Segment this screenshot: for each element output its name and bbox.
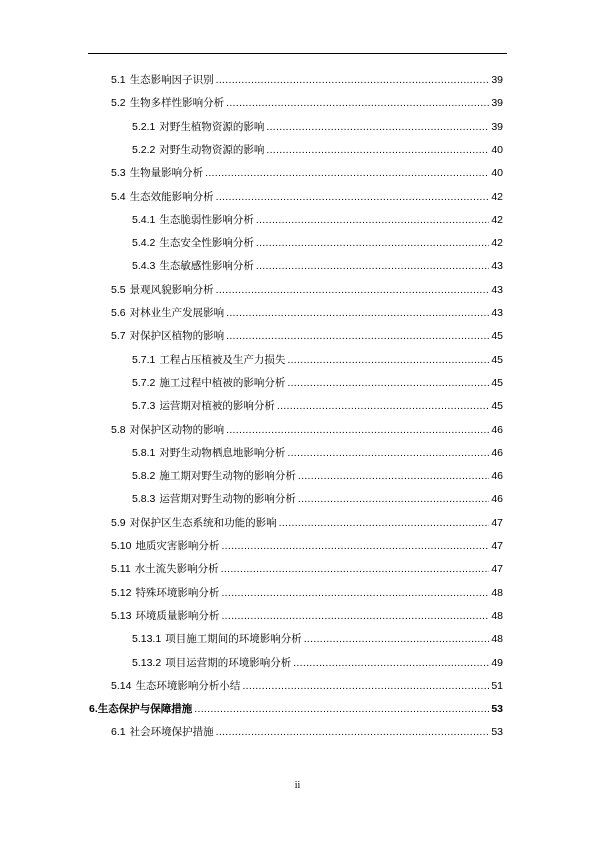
toc-entry-number: 5.7.2: [132, 376, 156, 389]
toc-leader-dots: [266, 119, 489, 135]
toc-entry-page: 46: [491, 470, 503, 483]
toc-entry-title: 工程占压植被及生产力损失: [159, 353, 286, 366]
toc-entry-page: 42: [491, 190, 503, 203]
toc-entry[interactable]: [111, 72, 503, 88]
toc-entry-title: 施工过程中植被的影响分析: [159, 376, 286, 389]
toc-entry-number: 5.10: [111, 540, 132, 552]
toc-entry-number: 5.2.2: [132, 143, 156, 156]
toc-entry-number: 5.13.2: [132, 656, 162, 669]
toc-entry[interactable]: [111, 538, 503, 554]
toc-entry-title: 施工期对野生动物的影响分析: [159, 470, 296, 483]
toc-entry-number: 5.9: [111, 516, 126, 529]
toc-entry-page: 53: [491, 703, 503, 716]
toc-entry-title: 生态环境影响分析小结: [135, 679, 241, 692]
toc-entry-title: 生态安全性影响分析: [159, 237, 254, 250]
toc-entry-page: 40: [491, 167, 503, 180]
toc-entry[interactable]: [132, 258, 503, 274]
toc-leader-dots: [287, 352, 489, 368]
toc-entry[interactable]: [89, 701, 503, 717]
toc-entry-page: 43: [491, 283, 503, 296]
toc-entry-number: 5.4: [111, 190, 126, 203]
toc-entry-page: 42: [491, 237, 503, 250]
toc-entry-title: 生态保护与保障措施: [97, 703, 193, 716]
toc-entry-page: 51: [491, 679, 503, 692]
toc-leader-dots: [205, 165, 489, 181]
toc-entry-page: 48: [491, 633, 503, 646]
toc-leader-dots: [216, 282, 490, 298]
toc-entry-page: 47: [491, 563, 503, 576]
toc-entry-number: 5.1: [111, 74, 126, 86]
toc-entry-number: 6.1: [111, 726, 126, 739]
toc-entry-page: 43: [491, 260, 503, 273]
toc-entry-title: 地质灾害影响分析: [135, 540, 220, 552]
toc-entry-page: 40: [491, 143, 503, 156]
toc-entry-page: 39: [491, 74, 503, 86]
toc-leader-dots: [226, 328, 489, 344]
toc-entry[interactable]: [132, 235, 503, 251]
toc-entry-number: 5.2.1: [132, 120, 156, 133]
toc-entry-title: 对保护区植物的影响: [129, 330, 225, 343]
toc-leader-dots: [256, 235, 489, 251]
toc-leader-dots: [298, 468, 489, 484]
toc-entry-title: 对林业生产发展影响: [129, 307, 225, 319]
toc-entry-title: 生态敏感性影响分析: [159, 260, 254, 273]
toc-entry[interactable]: [111, 165, 503, 181]
toc-entry[interactable]: [132, 468, 503, 484]
toc-entry[interactable]: [111, 678, 503, 694]
toc-entry[interactable]: [132, 445, 503, 461]
toc-leader-dots: [266, 142, 489, 158]
toc-entry-page: 39: [491, 120, 503, 133]
toc-entry-title: 项目运营期的环境影响分析: [165, 656, 292, 669]
toc-entry-title: 生态影响因子识别: [129, 74, 214, 86]
toc-entry[interactable]: [132, 352, 503, 368]
toc-leader-dots: [279, 515, 490, 531]
toc-entry[interactable]: [132, 655, 503, 671]
toc-leader-dots: [226, 95, 489, 111]
toc-entry-title: 项目施工期间的环境影响分析: [165, 633, 302, 646]
toc-entry-title: 水土流失影响分析: [134, 563, 219, 576]
toc-entry[interactable]: [132, 398, 503, 414]
toc-entry-title: 社会环境保护措施: [129, 726, 214, 739]
toc-entry-title: 对野生动物资源的影响: [159, 143, 265, 156]
toc-entry-page: 48: [491, 586, 503, 599]
toc-entry-title: 对野生植物资源的影响: [159, 120, 265, 133]
toc-entry-title: 景观风貌影响分析: [129, 283, 214, 296]
toc-leader-dots: [242, 678, 489, 694]
toc-leader-dots: [194, 701, 489, 717]
toc-leader-dots: [226, 305, 489, 321]
toc-entry[interactable]: [111, 724, 503, 740]
toc-entry-number: 5.12: [111, 586, 132, 599]
toc-entry-page: 49: [491, 656, 503, 669]
toc-entry[interactable]: [111, 585, 503, 601]
toc-entry-number: 5.7.3: [132, 400, 156, 413]
toc-entry[interactable]: [132, 142, 503, 158]
toc-entry[interactable]: [111, 515, 503, 531]
toc-entry[interactable]: [132, 491, 503, 507]
toc-entry-title: 生物多样性影响分析: [129, 97, 225, 110]
toc-entry[interactable]: [132, 631, 503, 647]
toc-entry-number: 5.13.1: [132, 633, 162, 646]
toc-entry-number: 5.7: [111, 330, 126, 343]
toc-entry-title: 生态效能影响分析: [129, 190, 214, 203]
toc-entry-number: 5.13: [111, 609, 132, 622]
toc-entry-page: 48: [491, 609, 503, 622]
page-footer-number: ii: [294, 780, 301, 791]
toc-entry-title: 环境质量影响分析: [135, 609, 220, 622]
toc-leader-dots: [216, 72, 490, 88]
toc-entry-page: 47: [491, 516, 503, 529]
toc-entry-number: 5.14: [111, 679, 132, 692]
toc-entry-page: 39: [491, 97, 503, 110]
toc-entry-page: 45: [491, 353, 503, 366]
toc-entry-title: 对保护区生态系统和功能的影响: [129, 516, 277, 529]
toc-leader-dots: [293, 655, 489, 671]
toc-leader-dots: [256, 212, 489, 228]
toc-entry-number: 5.6: [111, 307, 126, 319]
toc-entry-title: 生态脆弱性影响分析: [159, 213, 254, 226]
toc-leader-dots: [256, 258, 489, 274]
toc-entry-number: 5.2: [111, 97, 126, 110]
toc-entry-page: 46: [491, 423, 503, 436]
toc-leader-dots: [221, 608, 489, 624]
toc-entry[interactable]: [132, 119, 503, 135]
toc-entry-page: 43: [491, 307, 503, 319]
toc-entry-number: 5.8: [111, 423, 126, 436]
toc-entry-page: 45: [491, 400, 503, 413]
toc-entry[interactable]: [111, 95, 503, 111]
toc-entry-number: 5.4.1: [132, 213, 156, 226]
toc-leader-dots: [287, 445, 489, 461]
toc-leader-dots: [221, 538, 489, 554]
toc-leader-dots: [277, 398, 489, 414]
toc-entry-number: 6.: [89, 703, 98, 716]
toc-entry[interactable]: [132, 212, 503, 228]
toc-entry-title: 对野生动物栖息地影响分析: [159, 446, 286, 459]
toc-entry-page: 53: [491, 726, 503, 739]
toc-entry-page: 45: [491, 330, 503, 343]
toc-entry-title: 生物量影响分析: [129, 167, 204, 180]
toc-entry-number: 5.8.1: [132, 446, 156, 459]
toc-leader-dots: [221, 561, 490, 577]
header-rule: [88, 53, 507, 54]
toc-leader-dots: [216, 189, 490, 205]
toc-entry-title: 对保护区动物的影响: [129, 423, 225, 436]
toc-entry[interactable]: [111, 608, 503, 624]
toc-entry-title: 运营期对野生动物的影响分析: [159, 493, 296, 506]
toc-leader-dots: [287, 375, 489, 391]
toc-entry[interactable]: [111, 328, 503, 344]
toc-leader-dots: [216, 724, 490, 740]
toc-entry[interactable]: [111, 305, 503, 321]
toc-leader-dots: [221, 585, 489, 601]
toc-entry-page: 46: [491, 446, 503, 459]
toc-entry-number: 5.4.3: [132, 260, 156, 273]
toc-entry-number: 5.8.3: [132, 493, 156, 506]
toc-entry-number: 5.3: [111, 167, 126, 180]
toc-entry[interactable]: [111, 422, 503, 438]
toc-entry-title: 运营期对植被的影响分析: [159, 400, 275, 413]
toc-entry-number: 5.8.2: [132, 470, 156, 483]
toc-entry[interactable]: [111, 561, 503, 577]
toc-entry-number: 5.5: [111, 283, 126, 296]
toc-entry[interactable]: [132, 375, 503, 391]
toc-entry-number: 5.4.2: [132, 237, 156, 250]
toc-entry[interactable]: [111, 189, 503, 205]
toc-entry-page: 45: [491, 376, 503, 389]
toc-entry[interactable]: [111, 282, 503, 298]
toc-entry-page: 42: [491, 213, 503, 226]
toc-entry-number: 5.11: [111, 563, 131, 576]
toc-leader-dots: [304, 631, 490, 647]
toc-leader-dots: [298, 491, 489, 507]
toc-entry-page: 46: [491, 493, 503, 506]
toc-leader-dots: [226, 422, 489, 438]
toc-entry-number: 5.7.1: [132, 353, 156, 366]
toc-entry-title: 特殊环境影响分析: [135, 586, 220, 599]
toc-entry-page: 47: [491, 540, 503, 552]
